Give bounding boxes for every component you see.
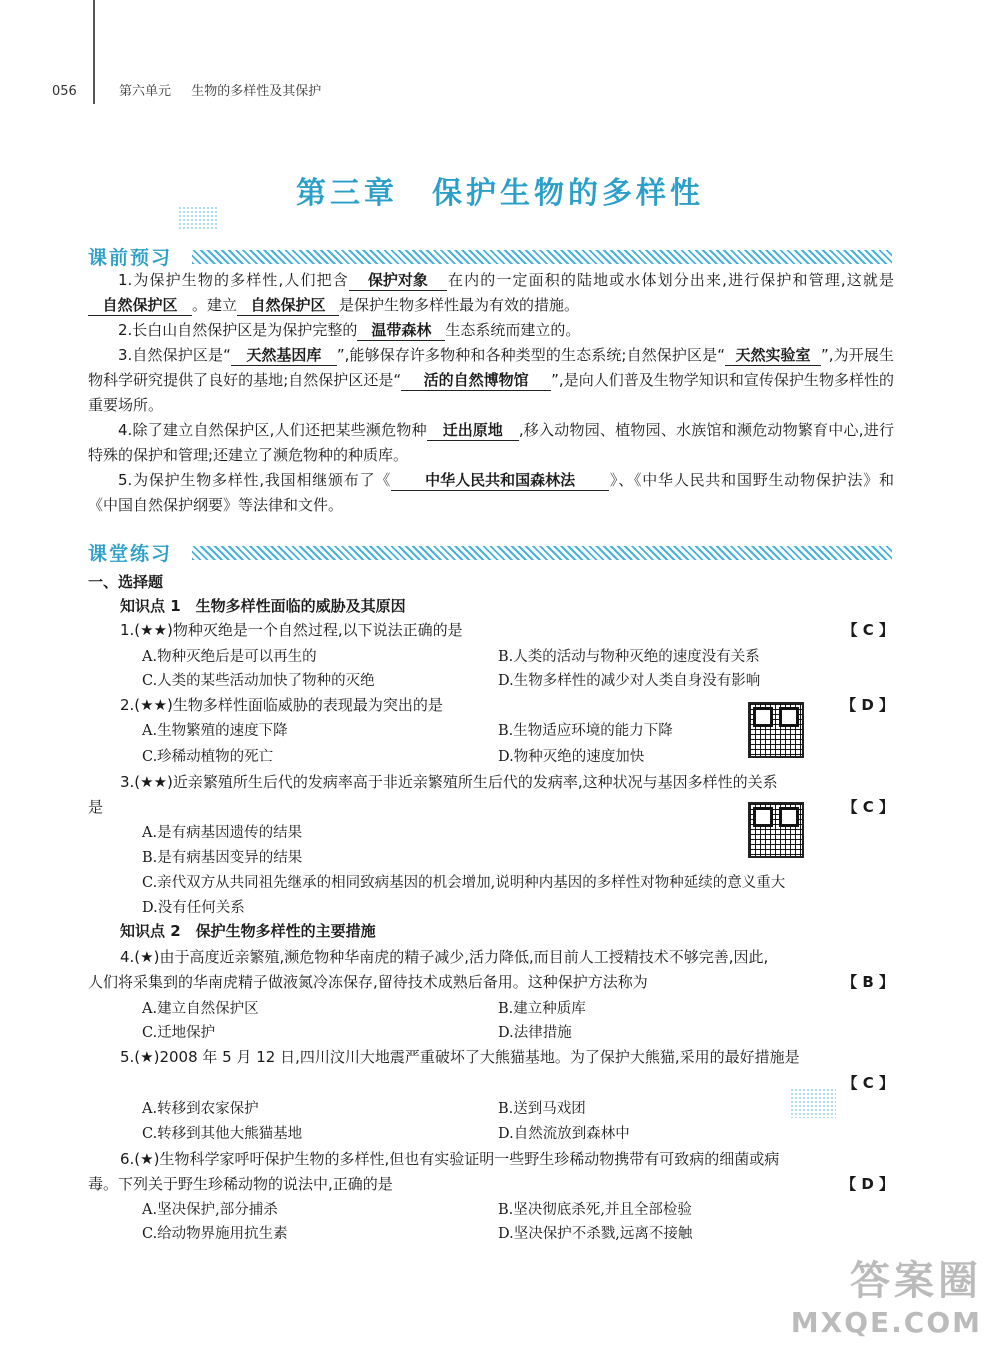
preview-item-2 [88,318,894,343]
watermark-cn: 答案圈 [850,1258,982,1304]
q4-option-d: D.法律措施 [498,1025,572,1041]
heading-stripe [192,250,892,264]
answer-blank: 天然基因库 [231,345,337,366]
watermark [791,1249,982,1339]
q3-option-c: C.亲代双方从共同祖先继承的相同致病基因的机会增加,说明种内基因的多样性对物种延续的意义重大 [142,875,786,891]
preview-heading-label: 课前预习 [88,247,173,269]
q1-option-a: A.物种灭绝后是可以再生的 [142,649,317,665]
dot-decoration [790,1088,836,1118]
question-1-stem: 1.(★★)物种灭绝是一个自然过程,以下说法正确的是 [120,621,463,639]
question-5-stem: 5.(★)2008 年 5 月 12 日,四川汶川大地震严重破坏了大熊猫基地。为了保护大熊猫,采用的最好措施是 [120,1048,800,1066]
answer-blank: 温带森林 [357,320,445,341]
q6-option-c: C.给动物界施用抗生素 [142,1226,288,1242]
text: 3.自然保护区是“ [118,346,231,364]
preview-items [88,268,894,518]
text: ”,是向人们普及生物学知识和宣传保护生物多样性的重要场所。 [88,371,895,414]
answer-blank: 自然保护区 [88,295,192,316]
preview-heading [88,246,892,268]
preview-item-1 [88,268,894,318]
question-3-stem-cont: 是 [88,798,104,816]
preview-item-3 [88,343,894,418]
q3-option-d: D.没有任何关系 [142,900,245,916]
practice-heading-label: 课堂练习 [88,543,173,565]
qr-code-icon [748,802,804,858]
text: 2.长白山自然保护区是为保护完整的 [118,321,358,339]
question-2-stem: 2.(★★)生物多样性面临威胁的表现最为突出的是 [120,696,443,714]
q2-option-d: D.物种灭绝的速度加快 [498,749,645,765]
question-6-stem: 6.(★)生物科学家呼吁保护生物的多样性,但也有实验证明一些野生珍稀动物携带有可致病的细菌或病 [120,1150,780,1168]
dot-decoration [178,206,218,230]
question-5-answer: 【 C 】 [842,1074,894,1092]
question-3-answer: 【 C 】 [842,798,894,816]
answer-blank: 中华人民共和国森林法 [391,470,609,491]
knowledge-point-2: 知识点 2 保护生物多样性的主要措施 [120,922,376,940]
answer-blank: 天然实验室 [725,345,821,366]
q4-option-c: C.迁地保护 [142,1025,216,1041]
q2-option-a: A.生物繁殖的速度下降 [142,723,288,739]
chapter-title [0,168,1000,212]
answer-blank: 保护对象 [349,270,447,291]
question-1-answer: 【 C 】 [842,621,894,639]
question-4-answer: 【 B 】 [842,973,894,991]
q5-option-b: B.送到马戏团 [498,1101,586,1117]
chapter-number: 第三章 [296,176,398,211]
q1-option-c: C.人类的某些活动加快了物种的灭绝 [142,673,375,689]
q1-option-d: D.生物多样性的减少对人类自身没有影响 [498,673,761,689]
preview-item-5 [88,468,894,518]
qr-code-icon [748,702,804,758]
text: 1.为保护生物的多样性,人们把含 [118,271,349,289]
text: 。建立 [192,296,238,314]
answer-blank: 迁出原地 [427,420,519,441]
answer-blank: 自然保护区 [237,295,339,316]
answer-blank: 活的自然博物馆 [401,370,551,391]
question-4-stem-cont: 人们将采集到的华南虎精子做液氮冷冻保存,留待技术成熟后备用。这种保护方法称为 [88,973,648,991]
q5-option-d: D.自然流放到森林中 [498,1126,630,1142]
question-3-stem: 3.(★★)近亲繁殖所生后代的发病率高于非近亲繁殖所生后代的发病率,这种状况与基因多样性的关系 [120,773,778,791]
text: 在内的一定面积的陆地或水体划分出来,进行保护和管理,这就是 [446,271,894,289]
text: 》、《中华人民共和国野生动物保护法》和《中国自然保护纲要》等法律和文件。 [88,471,894,514]
unit-label: 第六单元 [118,84,171,99]
knowledge-point-1: 知识点 1 生物多样性面临的威胁及其原因 [120,597,406,615]
q2-option-b: B.生物适应环境的能力下降 [498,723,673,739]
q4-option-b: B.建立种质库 [498,1001,586,1017]
text: ,移入动物园、植物园、水族馆和濒危动物繁育中心,进行特殊的保护和管理;还建立了濒危物种的种质库。 [88,421,894,464]
text: 5.为保护生物多样性,我国相继颁布了《 [118,471,392,489]
text: ”,为开展生物科学研究提供了良好的基地;自然保护区还是“ [88,346,894,389]
q5-option-a: A.转移到农家保护 [142,1101,259,1117]
question-4-stem: 4.(★)由于高度近亲繁殖,濒危物种华南虎的精子减少,活力降低,而目前人工授精技术不够完善,因此, [120,948,769,966]
q6-option-b: B.坚决彻底杀死,并且全部检验 [498,1202,692,1218]
question-6-stem-cont: 毒。下列关于野生珍稀动物的说法中,正确的是 [88,1175,393,1193]
q4-option-a: A.建立自然保护区 [142,1001,259,1017]
running-head [52,80,321,99]
heading-stripe [192,546,892,560]
text: 4.除了建立自然保护区,人们还把某些濒危物种 [118,421,427,439]
q1-option-b: B.人类的活动与物种灭绝的速度没有关系 [498,649,760,665]
text: 是保护生物多样性最为有效的措施。 [339,296,580,314]
unit-title: 生物的多样性及其保护 [191,84,322,99]
chapter-name: 保护生物的多样性 [432,176,704,211]
watermark-en: MXQE.COM [790,1306,982,1339]
text: 生态系统而建立的。 [445,321,581,339]
q3-option-a: A.是有病基因遗传的结果 [142,825,303,841]
q6-option-a: A.坚决保护,部分捕杀 [142,1202,278,1218]
q2-option-c: C.珍稀动植物的死亡 [142,749,274,765]
text: ”,能够保存许多物种和各种类型的生态系统;自然保护区是“ [336,346,726,364]
q3-option-b: B.是有病基因变异的结果 [142,850,303,866]
question-2-answer: 【 D 】 [841,696,894,714]
page-number: 056 [52,84,77,99]
preview-item-4 [88,418,894,468]
question-6-answer: 【 D 】 [841,1175,894,1193]
practice-heading [88,542,892,564]
q6-option-d: D.坚决保护不杀戮,远离不接触 [498,1226,693,1242]
section-title: 一、选择题 [88,573,164,591]
q5-option-c: C.转移到其他大熊猫基地 [142,1126,303,1142]
